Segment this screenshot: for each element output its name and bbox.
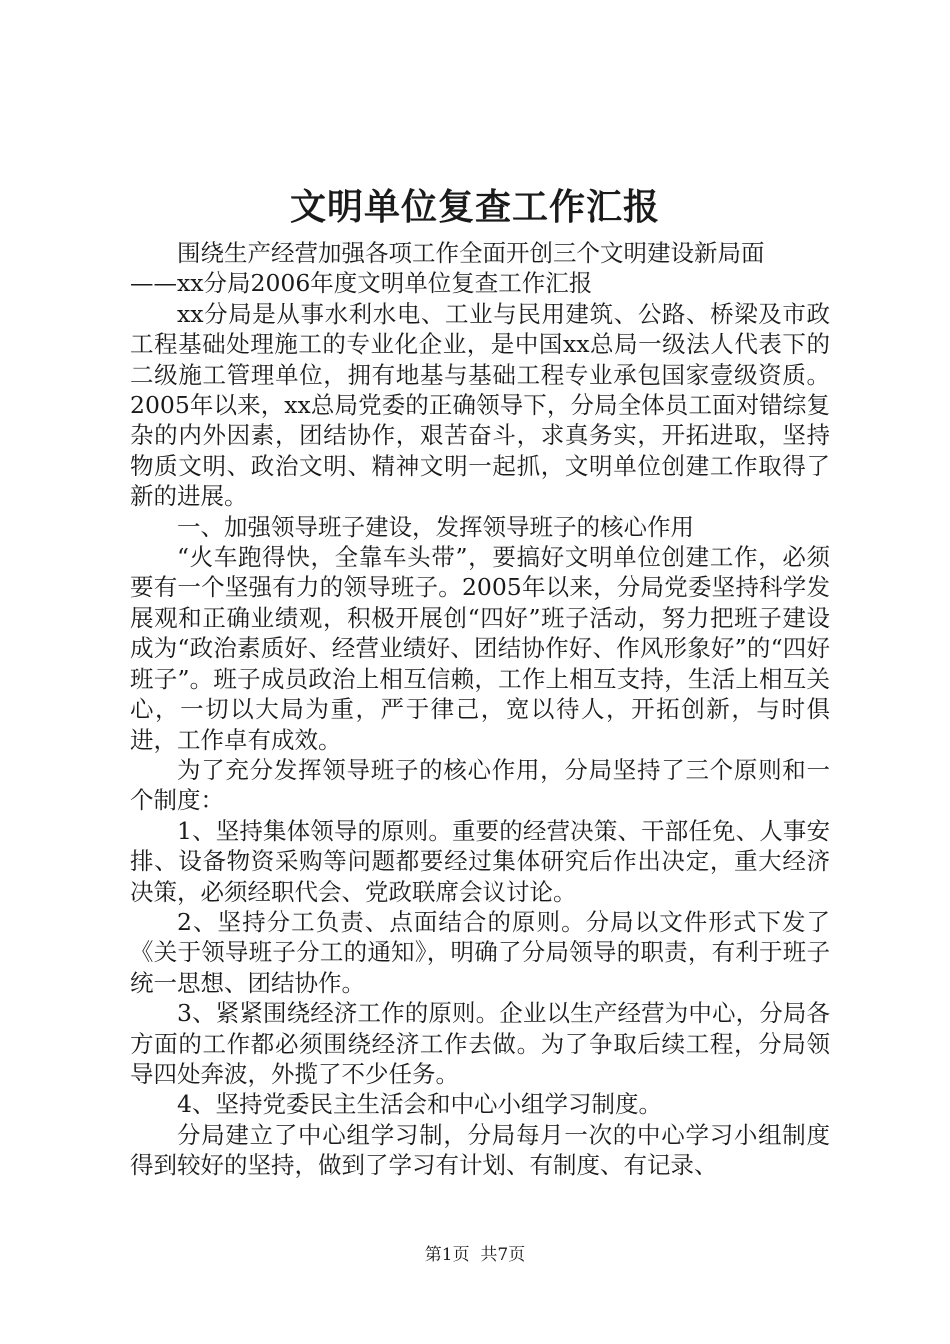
page-number: 第1页 [424, 1245, 470, 1265]
paragraph: 为了充分发挥领导班子的核心作用，分局坚持了三个原则和一个制度： [130, 755, 830, 815]
document-title: 文明单位复查工作汇报 [289, 186, 660, 228]
subtitle-line-2: ——xx分局2006年度文明单位复查工作汇报 [130, 269, 593, 298]
list-item: 4、坚持党委民主生活会和中心小组学习制度。 [177, 1090, 662, 1119]
page-footer [0, 1243, 950, 1267]
subtitle-line: 围绕生产经营加强各项工作全面开创三个文明建设新局面 [177, 239, 765, 267]
document-body [130, 238, 830, 1181]
page-total: 共7页 [480, 1245, 526, 1265]
paragraph: xx分局是从事水利水电、工业与民用建筑、公路、桥梁及市政工程基础处理施工的专业化企业，是中国xx总局一级法人代表下的二级施工管理单位，拥有地基与基础工程专业承包国家壹级资质。2005年以来，xx总局党委的正确领导下，分局全体员工面对错综复杂的内外因素，团结协作，艰苦奋斗，求真务实，开拓进取，坚持物质文明、政治文明、精神文明一起抓，文明单位创建工作取得了新的进展。 [130, 299, 830, 511]
list-item: 1、坚持集体领导的原则。重要的经营决策、干部任免、人事安排、设备物资采购等问题都要经过集体研究后作出决定，重大经济决策，必须经职代会、党政联席会议讨论。 [130, 816, 830, 906]
paragraph: 分局建立了中心组学习制，分局每月一次的中心学习小组制度得到较好的坚持，做到了学习有计划、有制度、有记录、 [130, 1120, 830, 1180]
list-item: 3、紧紧围绕经济工作的原则。企业以生产经营为中心，分局各方面的工作都必须围绕经济工作去做。为了争取后续工程，分局领导四处奔波，外揽了不少任务。 [130, 999, 830, 1088]
list-item: 2、坚持分工负责、点面结合的原则。分局以文件形式下发了《关于领导班子分工的通知》，明确了分局领导的职责，有利于班子统一思想、团结协作。 [130, 907, 830, 997]
paragraph: “火车跑得快，全靠车头带”，要搞好文明单位创建工作，必须要有一个坚强有力的领导班子。2005年以来，分局党委坚持科学发展观和正确业绩观，积极开展创“四好”班子活动，努力把班子建设成为“政治素质好、经营业绩好、团结协作好、作风形象好”的“四好班子”。班子成员政治上相互信赖，工作上相互支持，生活上相互关心，一切以大局为重，严于律己，宽以待人，开拓创新，与时俱进，工作卓有成效。 [130, 543, 830, 754]
section-heading: 一、加强领导班子建设，发挥领导班子的核心作用 [177, 512, 694, 541]
